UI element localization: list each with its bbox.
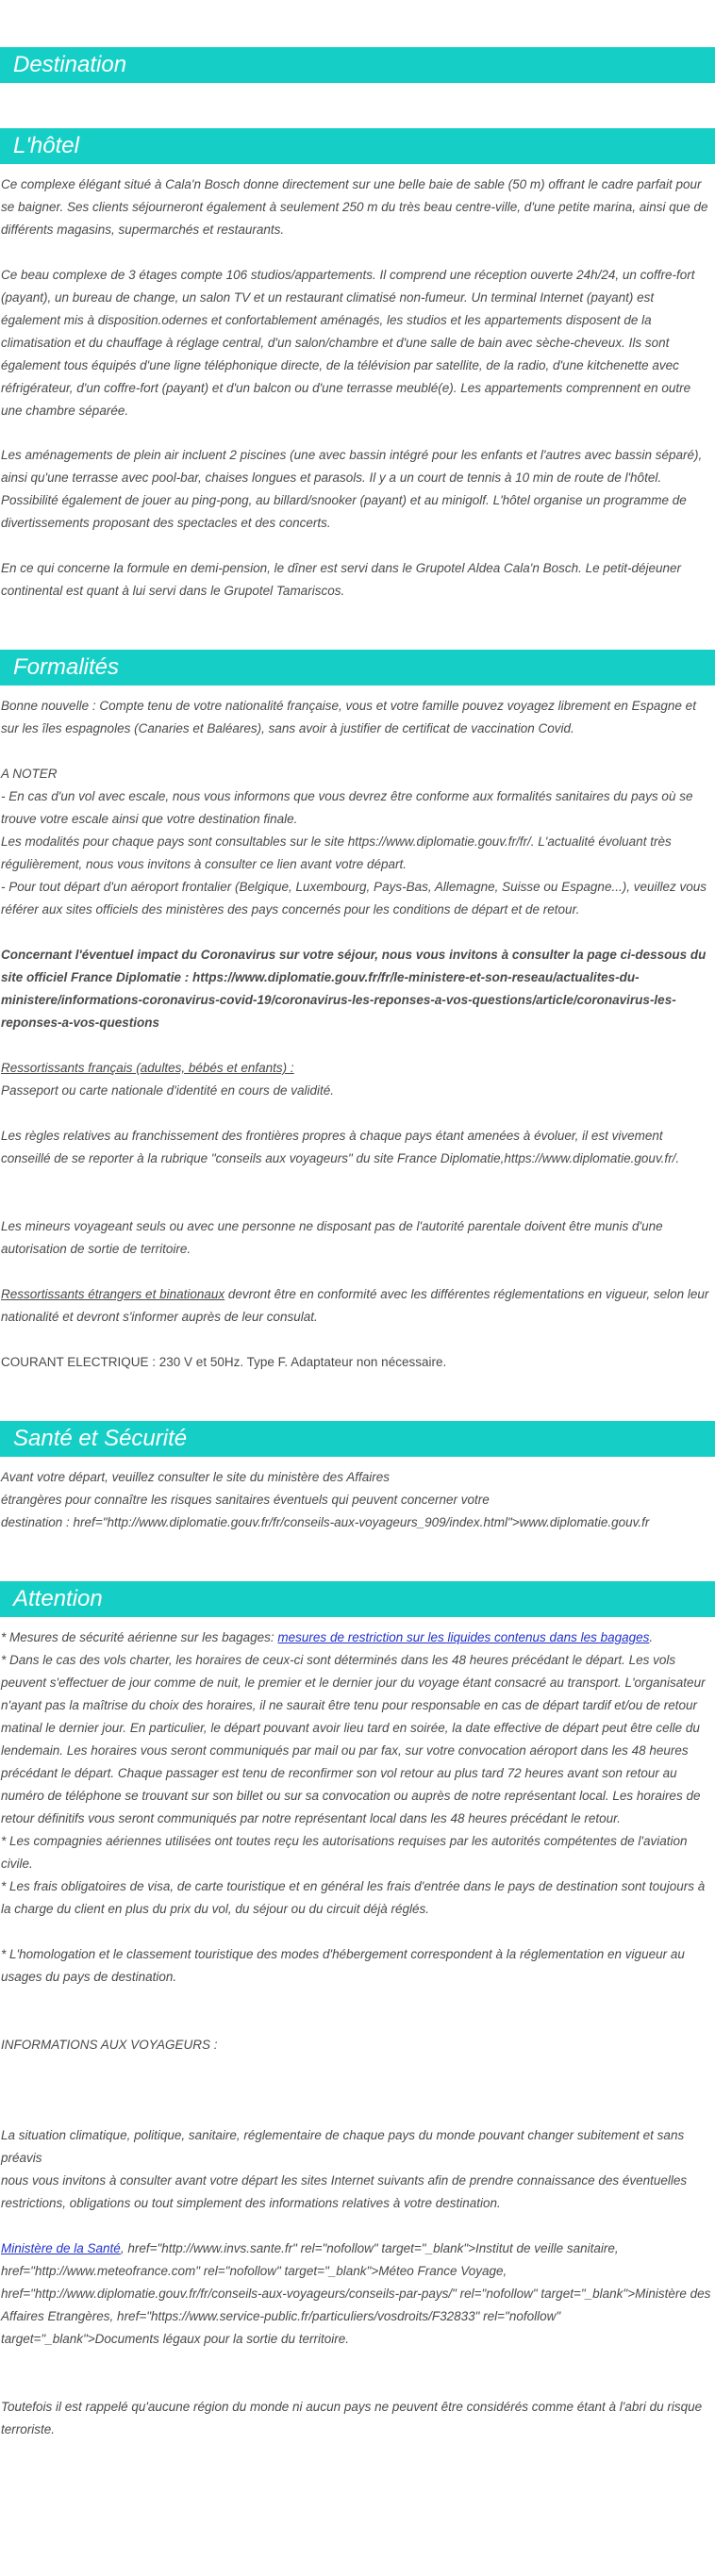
airlines-text: * Les compagnies aériennes utilisées ont toutes reçu les autorisations requises par les autorités compétentes de l'aviation civile. <box>1 1834 688 1871</box>
hotel-paragraph-2: Ce beau complexe de 3 étages compte 106 studios/appartements. Il comprend une réception ouverte 24h/24, un coffre-fort (payant), un bureau de change, un salon TV et un restaurant climatisé non-fumeur. Un terminal Internet (payant) est également mis à disposition.odernes et confortablement aménagés, les studios et les appartements disposent de la climatisation et du chauffage à réglage central, d'un salon/chambre et d'une salle de bain avec sèche-cheveux. Ils sont également tous équipés d'une ligne téléphonique directe, de la télévision par satellite, de la radio, d'une kitchenette avec réfrigérateur, d'un coffre-fort (payant) et d'un balcon ou d'une terrasse meublé(e). Les appartements comprennent en outre une chambre séparée. <box>1 268 695 418</box>
baggage-prefix: * Mesures de sécurité aérienne sur les bagages: <box>1 1630 278 1644</box>
terrorism-text: Toutefois il est rappelé qu'aucune région du monde ni aucun pays ne peuvent être considérés comme étant à l'abri du risque terroriste. <box>1 2400 703 2436</box>
foreign-nationals-text: devront être en conformité avec les différentes réglementations en vigueur, selon leur nationalité et devront s'informer auprès de leur consulat. <box>1 1287 709 1324</box>
fees-text: * Les frais obligatoires de visa, de carte touristique et en général les frais d'entrée dans le pays de destination sont toujours à la charge du client en plus du prix du vol, du séjour ou du circuit déjà réglés. <box>1 1879 706 1916</box>
links-block <box>0 2237 715 2351</box>
hotel-description-3 <box>0 444 715 535</box>
note-line-3: - Pour tout départ d'un aéroport frontalier (Belgique, Luxembourg, Pays-Bas, Allemagne, Suisse ou Espagne...), veuillez vous référer aux sites officiels des ministères des pays concernés pour les conditions de départ et de retour. <box>1 880 707 916</box>
coronavirus-block <box>0 944 715 1034</box>
travelers-info-heading: INFORMATIONS AUX VOYAGEURS : <box>1 2038 218 2052</box>
formalites-heading: Formalités <box>0 650 715 685</box>
electric-current-text: COURANT ELECTRIQUE : 230 V et 50Hz. Type F. Adaptateur non nécessaire. <box>1 1355 447 1369</box>
french-nationals-text: Passeport ou carte nationale d'identité en cours de validité. <box>1 1083 335 1098</box>
sante-line-3: destination : href="http://www.diplomatie.gouv.fr/fr/conseils-aux-voyageurs_909/index.html">www.diplomatie.gouv.fr <box>1 1515 650 1529</box>
attention-block <box>0 1627 715 1875</box>
formalites-section <box>0 650 715 685</box>
french-nationals-label: Ressortissants français (adultes, bébés et enfants) : <box>1 1061 294 1075</box>
note-line-2: Les modalités pour chaque pays sont consultables sur le site https://www.diplomatie.gouv.fr/fr/. L'actualité évoluant très régulièrement, nous vous invitons à consulter ce lien avant votre départ. <box>1 834 672 871</box>
hotel-description-2 <box>0 264 715 422</box>
baggage-suffix: . <box>649 1630 654 1644</box>
border-rules-block <box>0 1125 715 1170</box>
hotel-paragraph-3: Les aménagements de plein air incluent 2 piscines (une avec bassin intégré pour les enfants et l'autres avec bassin séparé), ainsi qu'une terrasse avec pool-bar, chaises longues et parasols. Il y a un court de tennis à 10 min de route de l'hôtel. Possibilité également de jouer au ping-pong, au billard/snooker (payant) et au minigolf. L'hôtel organise un programme de divertissements proposant des spectacles et des concerts. <box>1 448 703 530</box>
info-block <box>0 2034 715 2056</box>
hotel-description <box>0 173 715 241</box>
note-title: A NOTER <box>1 767 58 781</box>
foreign-nationals-label: Ressortissants étrangers et binationaux <box>1 1287 225 1301</box>
minors-text: Les mineurs voyageant seuls ou avec une personne ne disposant pas de l'autorité parentale doivent être munis d'une autorisation de sortie de territoire. <box>1 1219 663 1256</box>
destination-section <box>0 47 715 83</box>
border-rules-text: Les règles relatives au franchissement des frontières propres à chaque pays étant amenées à évoluer, il est vivement conseillé de se reporter à la rubrique "conseils aux voyageurs" du site France Diplomatie,https://www.diplomatie.gouv.fr/. <box>1 1129 680 1165</box>
hotel-paragraph-4: En ce qui concerne la formule en demi-pension, le dîner est servi dans le Grupotel Aldea Cala'n Bosch. Le petit-déjeuner continental est quant à lui servi dans le Grupotel Tamariscos. <box>1 561 681 598</box>
coronavirus-notice: Concernant l'éventuel impact du Coronavirus sur votre séjour, nous vous invitons à consulter la page ci-dessous du site officiel France Diplomatie : https://www.diplomatie.gouv.fr/fr/le-ministere-et-son-reseau/actualites-du-ministere/informations-coronavirus-covid-19/coronavirus-les-reponses-a-vos-questions/article/coronavirus-les-reponses-a-vos-questions <box>1 948 707 1030</box>
note-block <box>0 763 715 921</box>
note-line-1: - En cas d'un vol avec escale, nous vous informons que vous devrez être conforme aux formalités sanitaires du pays où se trouve votre escale ainsi que votre destination finale. <box>1 789 693 826</box>
climate-block <box>0 2124 715 2215</box>
sante-block <box>0 1466 715 1534</box>
sante-heading: Santé et Sécurité <box>0 1421 715 1457</box>
hotel-paragraph-1: Ce complexe élégant situé à Cala'n Bosch donne directement sur une belle baie de sable (50 m) offrant le cadre parfait pour se baigner. Ses clients séjourneront également à seulement 250 m du très beau centre-ville, d'une petite marina, ainsi que de différents magasins, supermarchés et restaurants. <box>1 177 708 237</box>
homologation-block <box>0 1943 715 1989</box>
foreign-nationals-block <box>0 1283 715 1329</box>
formalites-intro <box>0 695 715 740</box>
liquid-restrictions-link[interactable]: mesures de restriction sur les liquides contenus dans les bagages <box>277 1630 650 1644</box>
attention-heading: Attention <box>0 1581 715 1617</box>
attention-section <box>0 1581 715 1617</box>
bonne-nouvelle-text: Bonne nouvelle : Compte tenu de votre nationalité française, vous et votre famille pouvez voyagez librement en Espagne et sur les îles espagnoles (Canaries et Baléares), sans avoir à justifier de certificat de vaccination Covid. <box>1 699 696 735</box>
electric-block <box>0 1351 715 1374</box>
sante-line-1: Avant votre départ, veuillez consulter le site du ministère des Affaires <box>1 1470 390 1484</box>
climate-line-2: nous vous invitons à consulter avant votre départ les sites Internet suivants afin de prendre connaissance des éventuelles restrictions, obligations ou tout simplement des informations relatives à votre destination. <box>1 2173 688 2210</box>
hotel-description-4 <box>0 557 715 603</box>
fees-block <box>0 1875 715 1921</box>
climate-line-1: La situation climatique, politique, sanitaire, réglementaire de chaque pays du monde pouvant changer subitement et sans préavis <box>1 2128 685 2165</box>
hotel-section <box>0 128 715 164</box>
french-nationals-block <box>0 1057 715 1102</box>
hotel-heading: L'hôtel <box>0 128 715 164</box>
homologation-text: * L'homologation et le classement touristique des modes d'hébergement correspondent à la réglementation en vigueur au usages du pays de destination. <box>1 1947 685 1984</box>
ministere-sante-link[interactable]: Ministère de la Santé <box>1 2241 121 2255</box>
sante-line-2: étrangères pour connaître les risques sanitaires éventuels qui peuvent concerner votre <box>1 1493 490 1507</box>
destination-heading: Destination <box>0 47 715 83</box>
sante-section <box>0 1421 715 1457</box>
terrorism-block <box>0 2396 715 2441</box>
charter-flights-text: * Dans le cas des vols charter, les horaires de ceux-ci sont déterminés dans les 48 heures précédant le départ. Les vols peuvent s'effectuer de jour comme de nuit, le premier et le dernier jour du voyage étant consacré au transport. L'organisateur n'ayant pas la maîtrise du choix des horaires, il ne saurait être tenu pour responsable en cas de départ tardif et/ou de retour matinal le dernier jour. En particulier, le départ pouvant avoir lieu tard en soirée, la date effective de départ peut être celle du lendemain. Les horaires vous seront communiqués par mail ou par fax, sur votre convocation aéroport dans les 48 heures précédant le départ. Chaque passager est tenu de reconfirmer son vol retour au plus tard 72 heures avant son retour au numéro de téléphone se trouvant sur son billet ou sur sa convocation ou auprès de notre représentant local. Les horaires de retour définitifs vous seront communiqués par notre représentant local dans les 48 heures précédant le retour. <box>1 1653 706 1825</box>
links-text: , href="http://www.invs.sante.fr" rel="nofollow" target="_blank">Institut de veille sanitaire, href="http://www.meteofrance.com" rel="nofollow" target="_blank">Méteo France Voyage, href="http://www.diplomatie.gouv.fr/fr/conseils-aux-voyageurs/conseils-par-pays/" rel="nofollow" target="_blank">Ministère des Affaires Etrangères, href="https://www.service-public.fr/particuliers/vosdroits/F32833" rel="nofollow" target="_blank">Documents légaux pour la sortie du territoire. <box>1 2241 711 2346</box>
minors-block <box>0 1215 715 1261</box>
